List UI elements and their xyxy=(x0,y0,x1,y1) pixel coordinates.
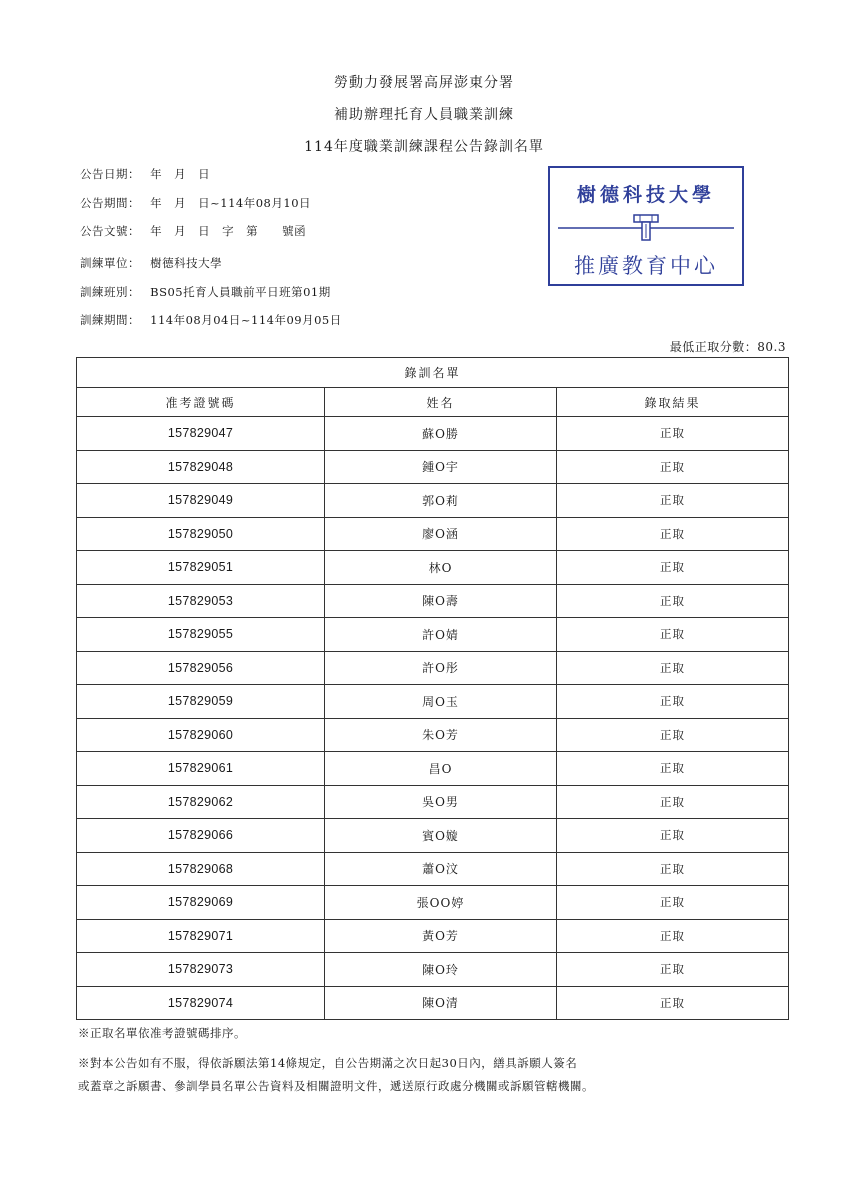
stamp-bottom-text: 推廣教育中心 xyxy=(574,254,718,278)
document-title: 114年度職業訓練課程公告錄訓名單 xyxy=(304,139,544,155)
announcement-period-row xyxy=(80,195,311,211)
result-cell: 正取 xyxy=(557,752,789,786)
announcement-date-value: 年 月 日 xyxy=(150,167,211,181)
announcement-doc-label: 公告文號： xyxy=(80,224,140,238)
name-cell: 黃O芳 xyxy=(325,919,557,953)
result-cell: 正取 xyxy=(557,551,789,585)
training-unit-row xyxy=(80,255,222,271)
result-cell: 正取 xyxy=(557,919,789,953)
result-cell: 正取 xyxy=(557,584,789,618)
table-row xyxy=(77,953,789,987)
minimum-score: 最低正取分數：80.3 xyxy=(669,340,786,354)
appeal-note-line1: ※對本公告如有不服，得依訴願法第14條規定，自公告期滿之次日起30日內，繕具訴願人簽名 xyxy=(78,1056,578,1070)
name-cell: 賓O嫙 xyxy=(325,819,557,853)
announcement-doc-row xyxy=(80,223,306,239)
name-cell: 林O xyxy=(325,551,557,585)
name-cell: 陳O清 xyxy=(325,986,557,1020)
table-row xyxy=(77,484,789,518)
result-cell: 正取 xyxy=(557,517,789,551)
agency-title: 勞動力發展署高屏澎東分署 xyxy=(334,75,514,91)
exam-number-cell: 157829069 xyxy=(77,886,325,920)
exam-number-cell: 157829048 xyxy=(77,450,325,484)
name-cell: 張OO婷 xyxy=(325,886,557,920)
announcement-period-label: 公告期間： xyxy=(80,196,140,210)
name-cell: 吳O男 xyxy=(325,785,557,819)
exam-number-cell: 157829068 xyxy=(77,852,325,886)
university-seal-stamp xyxy=(548,166,744,286)
name-cell: 蕭O汶 xyxy=(325,852,557,886)
name-cell: 昌O xyxy=(325,752,557,786)
program-title: 補助辦理托育人員職業訓練 xyxy=(334,107,514,123)
table-row xyxy=(77,852,789,886)
training-period-value: 114年08月04日~114年09月05日 xyxy=(150,313,342,327)
exam-number-cell: 157829056 xyxy=(77,651,325,685)
table-row xyxy=(77,785,789,819)
exam-number-cell: 157829059 xyxy=(77,685,325,719)
training-unit-value: 樹德科技大學 xyxy=(150,256,223,270)
result-cell: 正取 xyxy=(557,651,789,685)
exam-number-cell: 157829047 xyxy=(77,417,325,451)
exam-number-cell: 157829066 xyxy=(77,819,325,853)
table-row xyxy=(77,718,789,752)
column-header-result: 錄取結果 xyxy=(557,388,789,417)
training-period-label: 訓練期間： xyxy=(80,313,140,327)
table-row xyxy=(77,685,789,719)
admission-roster-table xyxy=(76,357,789,1020)
result-cell: 正取 xyxy=(557,785,789,819)
result-cell: 正取 xyxy=(557,618,789,652)
announcement-date-row xyxy=(80,166,210,182)
result-cell: 正取 xyxy=(557,718,789,752)
table-row xyxy=(77,584,789,618)
table-row xyxy=(77,819,789,853)
result-cell: 正取 xyxy=(557,450,789,484)
name-cell: 鍾O宇 xyxy=(325,450,557,484)
result-cell: 正取 xyxy=(557,852,789,886)
announcement-doc-value: 年 月 日 字 第 號函 xyxy=(150,224,307,238)
table-row xyxy=(77,551,789,585)
table-row xyxy=(77,517,789,551)
roster-body xyxy=(77,417,789,1020)
training-unit-label: 訓練單位： xyxy=(80,256,140,270)
exam-number-cell: 157829053 xyxy=(77,584,325,618)
result-cell: 正取 xyxy=(557,986,789,1020)
name-cell: 蘇O勝 xyxy=(325,417,557,451)
announcement-period-value: 年 月 日~114年08月10日 xyxy=(150,196,312,210)
training-class-row xyxy=(80,284,331,300)
exam-number-cell: 157829055 xyxy=(77,618,325,652)
exam-number-cell: 157829071 xyxy=(77,919,325,953)
column-header-exam-number: 准考證號碼 xyxy=(77,388,325,417)
table-row xyxy=(77,986,789,1020)
exam-number-cell: 157829061 xyxy=(77,752,325,786)
exam-number-cell: 157829074 xyxy=(77,986,325,1020)
name-cell: 廖O涵 xyxy=(325,517,557,551)
result-cell: 正取 xyxy=(557,953,789,987)
name-cell: 許O婧 xyxy=(325,618,557,652)
stamp-emblem-icon xyxy=(556,212,736,242)
exam-number-cell: 157829073 xyxy=(77,953,325,987)
table-caption: 錄訓名單 xyxy=(77,358,789,388)
table-row xyxy=(77,450,789,484)
result-cell: 正取 xyxy=(557,819,789,853)
exam-number-cell: 157829051 xyxy=(77,551,325,585)
name-cell: 郭O莉 xyxy=(325,484,557,518)
appeal-note-line2: 或蓋章之訴願書、參訓學員名單公告資料及相關證明文件，遞送原行政處分機關或訴願管轄機關。 xyxy=(78,1079,594,1093)
name-cell: 陳O玲 xyxy=(325,953,557,987)
stamp-top-text: 樹德科技大學 xyxy=(576,184,715,206)
result-cell: 正取 xyxy=(557,685,789,719)
announcement-date-label: 公告日期： xyxy=(80,167,140,181)
exam-number-cell: 157829060 xyxy=(77,718,325,752)
name-cell: 朱O芳 xyxy=(325,718,557,752)
table-row xyxy=(77,651,789,685)
result-cell: 正取 xyxy=(557,886,789,920)
table-row xyxy=(77,417,789,451)
table-row xyxy=(77,752,789,786)
exam-number-cell: 157829062 xyxy=(77,785,325,819)
sort-note: ※正取名單依准考證號碼排序。 xyxy=(78,1026,246,1040)
result-cell: 正取 xyxy=(557,417,789,451)
table-row xyxy=(77,919,789,953)
table-row xyxy=(77,618,789,652)
name-cell: 許O彤 xyxy=(325,651,557,685)
column-header-name: 姓名 xyxy=(325,388,557,417)
training-class-label: 訓練班別： xyxy=(80,285,140,299)
result-cell: 正取 xyxy=(557,484,789,518)
training-class-value: BS05托育人員職前平日班第01期 xyxy=(150,285,331,299)
exam-number-cell: 157829049 xyxy=(77,484,325,518)
table-row xyxy=(77,886,789,920)
name-cell: 陳O壽 xyxy=(325,584,557,618)
training-period-row xyxy=(80,312,342,328)
exam-number-cell: 157829050 xyxy=(77,517,325,551)
name-cell: 周O玉 xyxy=(325,685,557,719)
